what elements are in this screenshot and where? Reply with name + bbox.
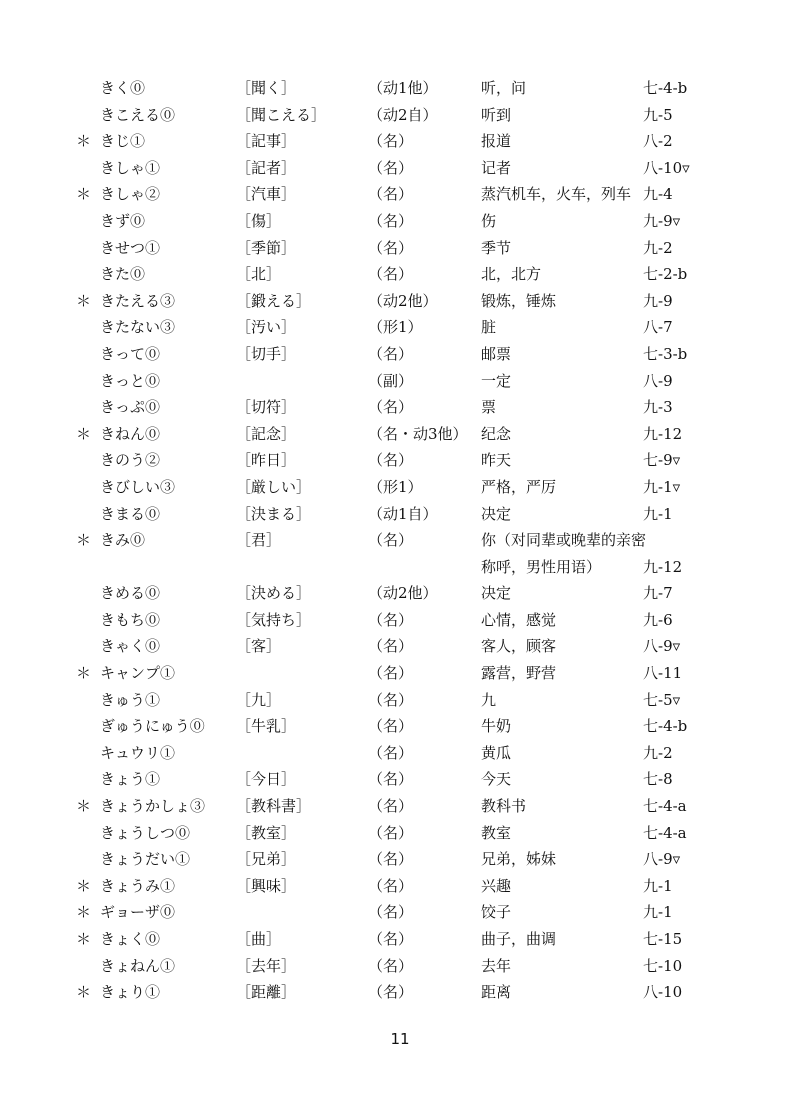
entry-meaning: 伤 bbox=[481, 211, 497, 230]
entry-kanji: ［興味］ bbox=[236, 876, 297, 895]
vocab-entry-row bbox=[76, 979, 736, 1006]
entry-lesson: 七-8 bbox=[643, 770, 673, 789]
entry-part-of-speech: （名） bbox=[368, 664, 414, 683]
entry-kanji: ［去年］ bbox=[236, 956, 297, 975]
entry-meaning: 露营，野营 bbox=[481, 664, 557, 683]
entry-reading: きょうしつ⓪ bbox=[100, 823, 191, 842]
entry-meaning: 邮票 bbox=[481, 344, 512, 363]
entry-lesson: 九-2 bbox=[643, 238, 673, 257]
entry-meaning: 客人，顾客 bbox=[481, 637, 557, 656]
entry-reading: きょうかしょ③ bbox=[100, 797, 206, 816]
vocab-entry-row bbox=[76, 181, 736, 208]
vocabulary-list bbox=[76, 75, 736, 1006]
entry-reading: きく⓪ bbox=[100, 79, 146, 97]
entry-meaning: 一定 bbox=[481, 371, 512, 390]
entry-part-of-speech: （名） bbox=[368, 344, 414, 363]
entry-mark: ＊ bbox=[76, 797, 92, 816]
entry-kanji: ［厳しい］ bbox=[236, 477, 312, 496]
vocab-entry-row bbox=[76, 766, 736, 793]
entry-meaning: 北，北方 bbox=[481, 265, 542, 284]
entry-kanji: ［教室］ bbox=[236, 823, 297, 842]
entry-reading: ぎゅうにゅう⓪ bbox=[100, 717, 205, 736]
entry-lesson: 九-4 bbox=[643, 185, 673, 204]
entry-part-of-speech: （形1） bbox=[368, 318, 423, 337]
entry-lesson: 七-4-a bbox=[643, 823, 687, 842]
entry-kanji: ［教科書］ bbox=[236, 797, 312, 816]
entry-meaning: 兄弟，姊妹 bbox=[481, 850, 557, 869]
vocab-entry-row bbox=[76, 155, 736, 182]
vocab-entry-row bbox=[76, 235, 736, 262]
entry-part-of-speech: （动2他） bbox=[368, 584, 438, 603]
entry-meaning: 今天 bbox=[481, 770, 512, 789]
entry-part-of-speech: （名） bbox=[368, 451, 414, 470]
vocab-entry-row bbox=[76, 527, 736, 554]
entry-meaning: 记者 bbox=[481, 158, 512, 177]
entry-lesson: 七-10 bbox=[643, 956, 683, 975]
entry-part-of-speech: （名） bbox=[368, 185, 414, 204]
entry-part-of-speech: （名） bbox=[368, 823, 414, 842]
entry-reading: ギョーザ⓪ bbox=[100, 903, 176, 922]
entry-lesson: 七-2-b bbox=[643, 265, 688, 284]
entry-kanji: ［切符］ bbox=[236, 398, 297, 417]
vocab-entry-row bbox=[76, 899, 736, 926]
vocab-entry-row bbox=[76, 607, 736, 634]
vocab-entry-row bbox=[76, 926, 736, 953]
entry-kanji: ［聞く］ bbox=[236, 79, 297, 97]
entry-meaning: 蒸汽机车，火车，列车 bbox=[481, 185, 632, 204]
entry-part-of-speech: （名） bbox=[368, 930, 414, 948]
entry-kanji: ［記念］ bbox=[236, 424, 297, 443]
vocab-entry-row bbox=[76, 75, 736, 102]
entry-reading: きって⓪ bbox=[100, 344, 161, 363]
vocab-entry-row bbox=[76, 687, 736, 714]
entry-mark: ＊ bbox=[76, 930, 92, 948]
entry-part-of-speech: （名） bbox=[368, 876, 414, 895]
entry-meaning: 脏 bbox=[481, 318, 497, 337]
entry-meaning: 去年 bbox=[481, 956, 512, 975]
entry-mark: ＊ bbox=[76, 291, 92, 310]
entry-kanji: ［客］ bbox=[236, 637, 282, 656]
entry-lesson: 八-10 bbox=[643, 983, 683, 1002]
entry-meaning: 黄瓜 bbox=[481, 743, 512, 762]
entry-lesson: 七-15 bbox=[643, 930, 683, 948]
entry-reading: きまる⓪ bbox=[100, 504, 161, 523]
entry-reading: きせつ① bbox=[100, 238, 161, 257]
entry-kanji: ［昨日］ bbox=[236, 451, 297, 470]
vocab-entry-row bbox=[76, 421, 736, 448]
entry-meaning: 饺子 bbox=[481, 903, 512, 922]
vocab-entry-row bbox=[76, 740, 736, 767]
entry-meaning: 严格，严厉 bbox=[481, 477, 557, 496]
entry-lesson: 九-9 bbox=[643, 291, 673, 310]
entry-part-of-speech: （形1） bbox=[368, 477, 423, 496]
entry-lesson: 九-1 bbox=[643, 876, 673, 895]
entry-reading: きょうだい① bbox=[100, 850, 191, 869]
entry-meaning: 决定 bbox=[481, 504, 512, 523]
entry-part-of-speech: （名） bbox=[368, 158, 414, 177]
entry-lesson: 八-2 bbox=[643, 132, 673, 151]
entry-part-of-speech: （名） bbox=[368, 797, 414, 816]
entry-meaning: 报道 bbox=[481, 132, 512, 151]
entry-part-of-speech: （副） bbox=[368, 371, 414, 390]
entry-part-of-speech: （动2他） bbox=[368, 291, 438, 310]
entry-kanji: ［記事］ bbox=[236, 132, 297, 151]
vocab-entry-row bbox=[76, 102, 736, 129]
entry-kanji: ［記者］ bbox=[236, 158, 297, 177]
entry-reading: きょく⓪ bbox=[100, 930, 161, 948]
vocab-entry-row bbox=[76, 394, 736, 421]
entry-meaning: 曲子，曲调 bbox=[481, 930, 557, 948]
entry-mark: ＊ bbox=[76, 983, 92, 1002]
vocab-entry-row bbox=[76, 128, 736, 155]
entry-part-of-speech: （名） bbox=[368, 956, 414, 975]
vocab-entry-row bbox=[76, 820, 736, 847]
entry-lesson: 七-4-a bbox=[643, 797, 687, 816]
entry-reading: きびしい③ bbox=[100, 477, 176, 496]
entry-part-of-speech: （名・动3他） bbox=[368, 424, 468, 443]
entry-reading: きみ⓪ bbox=[100, 531, 146, 550]
vocab-entry-row bbox=[76, 554, 736, 581]
entry-reading: きしゃ② bbox=[100, 185, 161, 204]
entry-lesson: 九-1 bbox=[643, 504, 673, 523]
entry-kanji: ［兄弟］ bbox=[236, 850, 297, 869]
entry-part-of-speech: （名） bbox=[368, 637, 414, 656]
entry-reading: きず⓪ bbox=[100, 211, 146, 230]
entry-kanji: ［決める］ bbox=[236, 584, 312, 603]
entry-lesson: 八-7 bbox=[643, 318, 673, 337]
vocab-entry-row bbox=[76, 580, 736, 607]
entry-reading: きこえる⓪ bbox=[100, 105, 176, 124]
entry-lesson: 九-1 bbox=[643, 903, 673, 922]
vocab-entry-row bbox=[76, 447, 736, 474]
entry-part-of-speech: （名） bbox=[368, 531, 414, 550]
vocab-entry-row bbox=[76, 368, 736, 395]
entry-mark: ＊ bbox=[76, 903, 92, 922]
entry-kanji: ［九］ bbox=[236, 690, 282, 709]
entry-reading: きもち⓪ bbox=[100, 610, 161, 629]
entry-reading: きょうみ① bbox=[100, 876, 176, 895]
vocab-entry-row bbox=[76, 660, 736, 687]
entry-reading: きょう① bbox=[100, 770, 161, 789]
entry-lesson: 八-9▿ bbox=[643, 637, 681, 656]
entry-reading: きじ① bbox=[100, 132, 146, 151]
entry-meaning: 锻炼，锤炼 bbox=[481, 291, 557, 310]
vocab-entry-row bbox=[76, 261, 736, 288]
vocab-entry-row bbox=[76, 633, 736, 660]
entry-meaning: 心情，感觉 bbox=[481, 610, 557, 629]
entry-lesson: 九-1▿ bbox=[643, 477, 681, 496]
vocab-entry-row bbox=[76, 314, 736, 341]
entry-lesson: 七-9▿ bbox=[643, 451, 681, 470]
entry-part-of-speech: （名） bbox=[368, 983, 414, 1002]
vocab-entry-row bbox=[76, 713, 736, 740]
entry-reading: きたえる③ bbox=[100, 291, 176, 310]
entry-part-of-speech: （名） bbox=[368, 690, 414, 709]
entry-reading: キャンプ① bbox=[100, 664, 176, 683]
entry-reading: きょり① bbox=[100, 983, 161, 1002]
entry-reading: きっと⓪ bbox=[100, 371, 161, 390]
entry-meaning: 季节 bbox=[481, 238, 512, 257]
entry-kanji: ［今日］ bbox=[236, 770, 297, 789]
entry-meaning: 票 bbox=[481, 398, 497, 417]
entry-reading: きのう② bbox=[100, 451, 161, 470]
entry-meaning: 牛奶 bbox=[481, 717, 512, 736]
entry-part-of-speech: （名） bbox=[368, 850, 414, 869]
entry-mark: ＊ bbox=[76, 664, 92, 683]
vocab-entry-row bbox=[76, 953, 736, 980]
entry-mark: ＊ bbox=[76, 876, 92, 895]
entry-meaning: 教室 bbox=[481, 823, 512, 842]
entry-reading: きょねん① bbox=[100, 956, 176, 975]
entry-mark: ＊ bbox=[76, 531, 92, 550]
entry-reading: キュウリ① bbox=[100, 743, 176, 762]
entry-lesson: 七-5▿ bbox=[643, 690, 681, 709]
entry-meaning: 你（对同辈或晚辈的亲密 bbox=[481, 531, 647, 550]
entry-kanji: ［傷］ bbox=[236, 211, 282, 230]
entry-meaning: 听，问 bbox=[481, 79, 527, 97]
entry-meaning: 昨天 bbox=[481, 451, 512, 470]
entry-meaning: 听到 bbox=[481, 105, 512, 124]
entry-kanji: ［北］ bbox=[236, 265, 282, 284]
entry-meaning: 纪念 bbox=[481, 424, 512, 443]
vocab-entry-row bbox=[76, 474, 736, 501]
entry-reading: きゅう① bbox=[100, 690, 161, 709]
entry-lesson: 八-10▿ bbox=[643, 158, 690, 177]
entry-part-of-speech: （名） bbox=[368, 132, 414, 151]
entry-lesson: 七-4-b bbox=[643, 717, 688, 736]
entry-kanji: ［曲］ bbox=[236, 930, 282, 948]
entry-kanji: ［鍛える］ bbox=[236, 291, 312, 310]
entry-reading: きた⓪ bbox=[100, 265, 146, 284]
entry-kanji: ［聞こえる］ bbox=[236, 105, 327, 124]
entry-kanji: ［距離］ bbox=[236, 983, 297, 1002]
entry-part-of-speech: （名） bbox=[368, 717, 414, 736]
entry-lesson: 九-3 bbox=[643, 398, 673, 417]
entry-reading: きねん⓪ bbox=[100, 424, 161, 443]
entry-lesson: 九-5 bbox=[643, 105, 673, 124]
entry-part-of-speech: （名） bbox=[368, 265, 414, 284]
entry-part-of-speech: （名） bbox=[368, 743, 414, 762]
entry-kanji: ［汚い］ bbox=[236, 318, 297, 337]
entry-meaning: 距离 bbox=[481, 983, 512, 1002]
entry-kanji: ［君］ bbox=[236, 531, 282, 550]
vocab-entry-row bbox=[76, 846, 736, 873]
entry-lesson: 八-9▿ bbox=[643, 850, 681, 869]
vocab-entry-row bbox=[76, 873, 736, 900]
entry-part-of-speech: （动1自） bbox=[368, 504, 438, 523]
vocab-entry-row bbox=[76, 208, 736, 235]
entry-part-of-speech: （名） bbox=[368, 770, 414, 789]
entry-kanji: ［汽車］ bbox=[236, 185, 297, 204]
vocab-entry-row bbox=[76, 288, 736, 315]
entry-part-of-speech: （名） bbox=[368, 610, 414, 629]
entry-lesson: 九-2 bbox=[643, 743, 673, 762]
entry-reading: きたない③ bbox=[100, 318, 176, 337]
entry-meaning: 决定 bbox=[481, 584, 512, 603]
entry-mark: ＊ bbox=[76, 424, 92, 443]
entry-kanji: ［牛乳］ bbox=[236, 717, 297, 736]
vocab-entry-row bbox=[76, 793, 736, 820]
entry-lesson: 七-4-b bbox=[643, 79, 688, 97]
entry-meaning: 九 bbox=[481, 690, 497, 709]
entry-meaning: 兴趣 bbox=[481, 876, 512, 895]
entry-reading: きっぷ⓪ bbox=[100, 398, 161, 417]
entry-reading: きゃく⓪ bbox=[100, 637, 161, 656]
entry-mark: ＊ bbox=[76, 132, 92, 151]
entry-meaning: 教科书 bbox=[481, 797, 527, 816]
entry-lesson: 九-12 bbox=[643, 424, 683, 443]
entry-mark: ＊ bbox=[76, 185, 92, 204]
page-number: 11 bbox=[390, 1030, 410, 1048]
entry-lesson: 九-9▿ bbox=[643, 211, 681, 230]
entry-part-of-speech: （动2自） bbox=[368, 105, 438, 124]
entry-part-of-speech: （名） bbox=[368, 903, 414, 922]
entry-lesson: 七-3-b bbox=[643, 344, 688, 363]
entry-lesson: 九-12 bbox=[643, 557, 683, 576]
entry-part-of-speech: （名） bbox=[368, 211, 414, 230]
entry-meaning: 称呼，男性用语） bbox=[481, 557, 602, 576]
entry-lesson: 九-7 bbox=[643, 584, 673, 603]
entry-part-of-speech: （动1他） bbox=[368, 79, 438, 97]
entry-kanji: ［切手］ bbox=[236, 344, 297, 363]
entry-part-of-speech: （名） bbox=[368, 398, 414, 417]
entry-lesson: 九-6 bbox=[643, 610, 673, 629]
entry-lesson: 八-11 bbox=[643, 664, 683, 683]
entry-reading: きめる⓪ bbox=[100, 584, 161, 603]
entry-kanji: ［季節］ bbox=[236, 238, 297, 257]
entry-part-of-speech: （名） bbox=[368, 238, 414, 257]
entry-kanji: ［決まる］ bbox=[236, 504, 312, 523]
entry-reading: きしゃ① bbox=[100, 158, 161, 177]
vocab-entry-row bbox=[76, 501, 736, 528]
entry-kanji: ［気持ち］ bbox=[236, 610, 312, 629]
vocab-entry-row bbox=[76, 341, 736, 368]
entry-lesson: 八-9 bbox=[643, 371, 673, 390]
